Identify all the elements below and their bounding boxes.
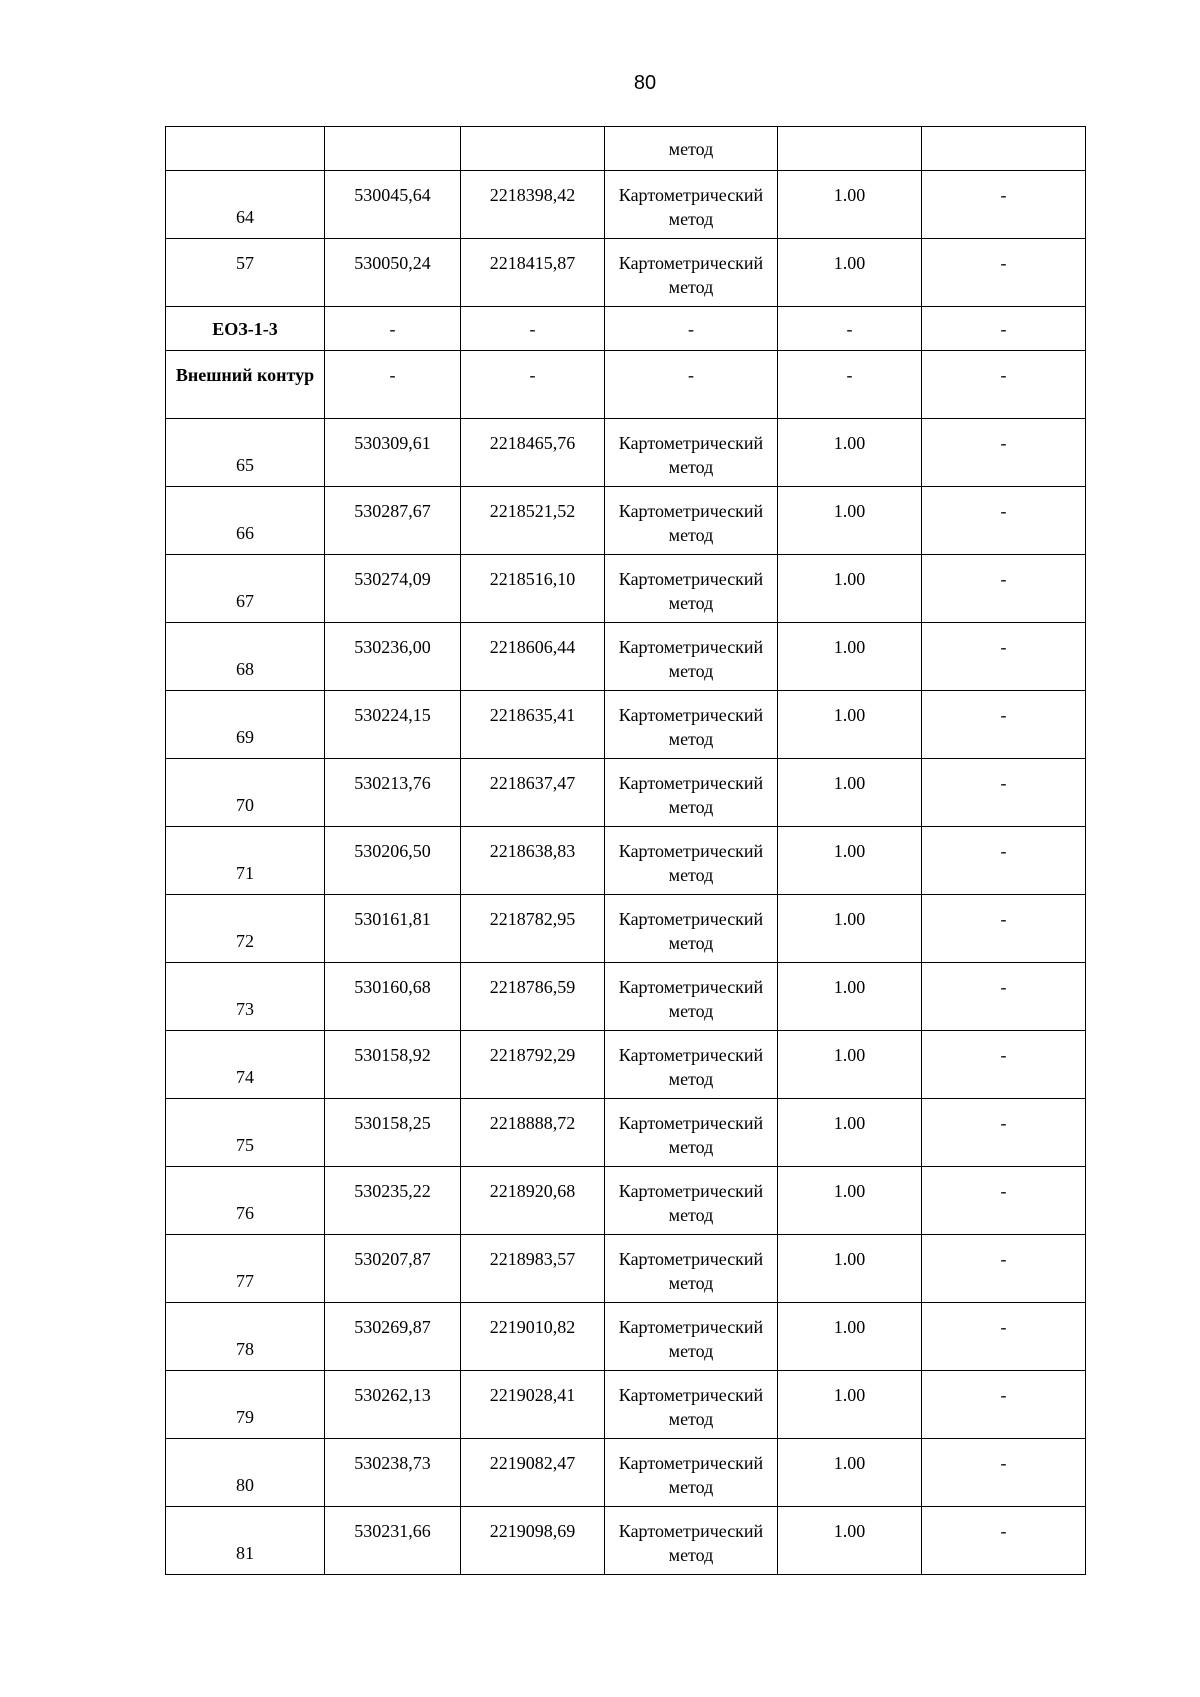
cell-y: -	[461, 351, 605, 419]
cell-note: -	[922, 1167, 1086, 1235]
cell-x: 530236,00	[325, 623, 461, 691]
cell-method: -	[605, 307, 778, 351]
cell-method: Картометрический метод	[605, 419, 778, 487]
cell-y: 2219010,82	[461, 1303, 605, 1371]
cell-x: 530287,67	[325, 487, 461, 555]
cell-method: Картометрический метод	[605, 1507, 778, 1575]
cell-x: 530161,81	[325, 895, 461, 963]
cell-accuracy: 1.00	[778, 691, 922, 759]
cell-num: ЕОЗ-1-3	[166, 307, 325, 351]
cell-note: -	[922, 419, 1086, 487]
cell-method: Картометрический метод	[605, 623, 778, 691]
coordinates-table	[165, 126, 1086, 1575]
cell-num: 68	[166, 623, 325, 691]
cell-method: Картометрический метод	[605, 1099, 778, 1167]
cell-note: -	[922, 171, 1086, 239]
cell-y: 2218635,41	[461, 691, 605, 759]
cell-x: 530158,92	[325, 1031, 461, 1099]
cell-y: 2218415,87	[461, 239, 605, 307]
cell-x: 530158,25	[325, 1099, 461, 1167]
table-row	[166, 239, 1086, 307]
cell-note: -	[922, 1371, 1086, 1439]
cell-note: -	[922, 1303, 1086, 1371]
cell-note: -	[922, 1507, 1086, 1575]
cell-accuracy: 1.00	[778, 895, 922, 963]
cell-method: Картометрический метод	[605, 1371, 778, 1439]
cell-y: 2218606,44	[461, 623, 605, 691]
cell-x: 530309,61	[325, 419, 461, 487]
cell-num: 70	[166, 759, 325, 827]
cell-method: Картометрический метод	[605, 1303, 778, 1371]
cell-accuracy: 1.00	[778, 1439, 922, 1507]
cell-accuracy: 1.00	[778, 1167, 922, 1235]
cell-num: 57	[166, 239, 325, 307]
cell-y: 2218920,68	[461, 1167, 605, 1235]
cell-y: 2218398,42	[461, 171, 605, 239]
cell-num	[166, 127, 325, 171]
cell-x: -	[325, 307, 461, 351]
cell-x: 530274,09	[325, 555, 461, 623]
cell-note: -	[922, 623, 1086, 691]
cell-accuracy: 1.00	[778, 1099, 922, 1167]
cell-note: -	[922, 307, 1086, 351]
cell-note: -	[922, 759, 1086, 827]
cell-method: Картометрический метод	[605, 1031, 778, 1099]
cell-accuracy: 1.00	[778, 963, 922, 1031]
cell-num: Внешний контур	[166, 351, 325, 419]
cell-accuracy: 1.00	[778, 1507, 922, 1575]
cell-method: Картометрический метод	[605, 691, 778, 759]
table-row	[166, 1167, 1086, 1235]
table-row	[166, 555, 1086, 623]
cell-accuracy: 1.00	[778, 1371, 922, 1439]
cell-accuracy: 1.00	[778, 555, 922, 623]
table-row	[166, 1099, 1086, 1167]
cell-note: -	[922, 1235, 1086, 1303]
continuation-row	[166, 127, 1086, 171]
cell-x: 530262,13	[325, 1371, 461, 1439]
cell-x: 530269,87	[325, 1303, 461, 1371]
cell-num: 74	[166, 1031, 325, 1099]
cell-note: -	[922, 691, 1086, 759]
table-row	[166, 759, 1086, 827]
table-row	[166, 1371, 1086, 1439]
cell-x: 530207,87	[325, 1235, 461, 1303]
cell-accuracy: 1.00	[778, 239, 922, 307]
cell-x: 530224,15	[325, 691, 461, 759]
section-row	[166, 307, 1086, 351]
cell-accuracy: 1.00	[778, 171, 922, 239]
cell-y: 2218983,57	[461, 1235, 605, 1303]
cell-note: -	[922, 351, 1086, 419]
cell-x: 530045,64	[325, 171, 461, 239]
table-row	[166, 1507, 1086, 1575]
cell-method: -	[605, 351, 778, 419]
table-row	[166, 827, 1086, 895]
cell-accuracy: -	[778, 351, 922, 419]
cell-y: -	[461, 307, 605, 351]
cell-x: 530238,73	[325, 1439, 461, 1507]
cell-num: 78	[166, 1303, 325, 1371]
cell-x	[325, 127, 461, 171]
cell-num: 72	[166, 895, 325, 963]
cell-num: 77	[166, 1235, 325, 1303]
cell-x: 530231,66	[325, 1507, 461, 1575]
cell-method: Картометрический метод	[605, 1235, 778, 1303]
cell-num: 81	[166, 1507, 325, 1575]
cell-accuracy: 1.00	[778, 487, 922, 555]
cell-y	[461, 127, 605, 171]
cell-num: 66	[166, 487, 325, 555]
section-row	[166, 351, 1086, 419]
cell-note: -	[922, 487, 1086, 555]
cell-note: -	[922, 1439, 1086, 1507]
cell-x: 530206,50	[325, 827, 461, 895]
table-row	[166, 895, 1086, 963]
cell-accuracy: 1.00	[778, 827, 922, 895]
table-row	[166, 623, 1086, 691]
cell-y: 2219098,69	[461, 1507, 605, 1575]
cell-num: 79	[166, 1371, 325, 1439]
cell-method: Картометрический метод	[605, 827, 778, 895]
cell-method: Картометрический метод	[605, 963, 778, 1031]
cell-y: 2218521,52	[461, 487, 605, 555]
cell-num: 69	[166, 691, 325, 759]
cell-num: 65	[166, 419, 325, 487]
cell-method: Картометрический метод	[605, 895, 778, 963]
cell-y: 2218792,29	[461, 1031, 605, 1099]
cell-method: Картометрический метод	[605, 487, 778, 555]
cell-y: 2219028,41	[461, 1371, 605, 1439]
cell-accuracy: 1.00	[778, 1235, 922, 1303]
cell-accuracy	[778, 127, 922, 171]
cell-y: 2218782,95	[461, 895, 605, 963]
cell-note	[922, 127, 1086, 171]
cell-method: Картометрический метод	[605, 759, 778, 827]
cell-note: -	[922, 1031, 1086, 1099]
table-row	[166, 487, 1086, 555]
page-number: 80	[633, 72, 657, 94]
cell-method: Картометрический метод	[605, 1439, 778, 1507]
table-row	[166, 1031, 1086, 1099]
coordinates-table-body	[166, 127, 1086, 1575]
cell-num: 64	[166, 171, 325, 239]
cell-y: 2219082,47	[461, 1439, 605, 1507]
cell-y: 2218465,76	[461, 419, 605, 487]
cell-method: Картометрический метод	[605, 555, 778, 623]
cell-x: -	[325, 351, 461, 419]
cell-note: -	[922, 963, 1086, 1031]
cell-method: Картометрический метод	[605, 1167, 778, 1235]
cell-note: -	[922, 239, 1086, 307]
cell-num: 67	[166, 555, 325, 623]
table-row	[166, 419, 1086, 487]
cell-num: 76	[166, 1167, 325, 1235]
cell-accuracy: 1.00	[778, 1031, 922, 1099]
table-row	[166, 1439, 1086, 1507]
table-row	[166, 691, 1086, 759]
cell-accuracy: -	[778, 307, 922, 351]
cell-accuracy: 1.00	[778, 759, 922, 827]
cell-y: 2218516,10	[461, 555, 605, 623]
table-row	[166, 1235, 1086, 1303]
cell-accuracy: 1.00	[778, 623, 922, 691]
table-row	[166, 963, 1086, 1031]
cell-accuracy: 1.00	[778, 1303, 922, 1371]
cell-accuracy: 1.00	[778, 419, 922, 487]
cell-num: 75	[166, 1099, 325, 1167]
cell-note: -	[922, 827, 1086, 895]
cell-x: 530235,22	[325, 1167, 461, 1235]
cell-num: 80	[166, 1439, 325, 1507]
table-row	[166, 1303, 1086, 1371]
table-row	[166, 171, 1086, 239]
cell-note: -	[922, 555, 1086, 623]
cell-x: 530050,24	[325, 239, 461, 307]
cell-x: 530160,68	[325, 963, 461, 1031]
cell-method: Картометрический метод	[605, 171, 778, 239]
cell-y: 2218786,59	[461, 963, 605, 1031]
cell-y: 2218637,47	[461, 759, 605, 827]
cell-method: метод	[605, 127, 778, 171]
cell-y: 2218638,83	[461, 827, 605, 895]
cell-y: 2218888,72	[461, 1099, 605, 1167]
cell-x: 530213,76	[325, 759, 461, 827]
cell-note: -	[922, 1099, 1086, 1167]
cell-num: 71	[166, 827, 325, 895]
cell-method: Картометрический метод	[605, 239, 778, 307]
cell-num: 73	[166, 963, 325, 1031]
cell-note: -	[922, 895, 1086, 963]
